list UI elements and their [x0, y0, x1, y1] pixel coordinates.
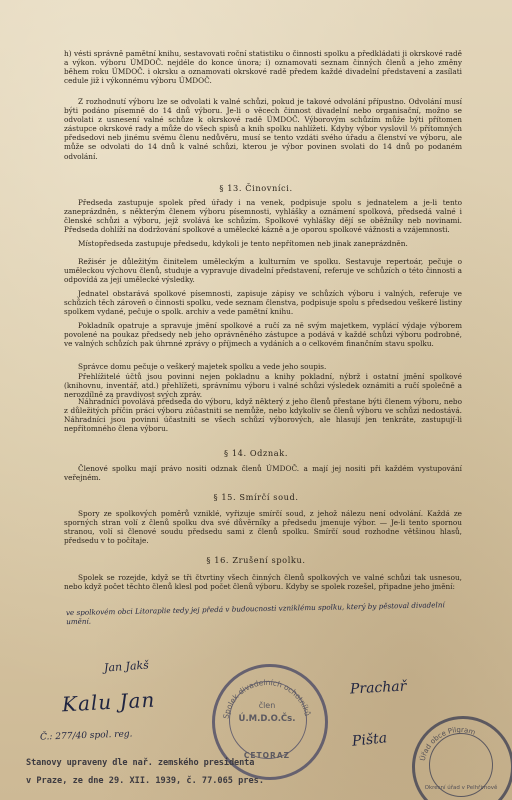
paragraph-mistopredseda: Místopředseda zastupuje předsedu, kdykoli je tento nepřítomen neb jinak zaneprázdněn. — [78, 239, 408, 248]
paragraph-jednatel: Jednatel obstarává spolkové písemnosti, zapisuje zápisy ve schůzích výboru i valných, referuje ve schůzích těch zároveň o činnosti spolku, vede seznam členstva, podpisuje spolu s předsedou veškeré listiny spolkem vydané, pečuje o spolk. archiv a vede pamětní knihu. — [64, 289, 462, 317]
round-stamp-right — [412, 716, 512, 800]
signature-left-main: Kalu Jan — [61, 687, 156, 717]
stamp-left-inner-bottom: CETORAZ — [243, 751, 291, 760]
paragraph-duties-h-i: h) vésti správně pamětní knihu, sestavovati roční statistiku o činnosti spolku a předkládati ji okrskové radě a výkon. výboru ÚMDOČ. nejdéle do konce února; i) oznamovati seznam činných členů a jeho změny během roku ÚMDOČ. i okrsku a oznamovati okrskové radě předem každé divadelní představení a zasílati cedule již i výkonnému výboru ÚMDOČ. — [64, 49, 462, 86]
paragraph-reziser: Režisér je důležitým činitelem uměleckým a kulturním ve spolku. Sestavuje repertoár, pečuje o uměleckou výchovu členů, studuje a vypravuje divadelní představení, referuje ve schůzích o této činnosti a odpovídá za její umělecké výsledky. — [64, 257, 462, 285]
stamp-right-bottom: Okresní úřad v Pelhřimově — [424, 785, 498, 791]
paragraph-odznak: Členové spolku mají právo nositi odznak členů ÚMDOČ. a mají jej nositi při každém vystupování veřejném. — [64, 464, 462, 483]
stamp-left-inner-top: člen — [258, 701, 276, 710]
stamp-right-ring-label: Úřad obce Pilgram — [418, 725, 477, 762]
paragraph-spravce-domu: Správce domu pečuje o veškerý majetek spolku a vede jeho soupis. — [78, 362, 327, 371]
paragraph-predseda: Předseda zastupuje spolek před úřady i na venek, podpisuje spolu s jednatelem a je-li tento zaneprázdněn, s některým členem výboru písemnosti, vyhlášky a oznámení spolková, předsedá valné i členské schůzi a výboru, jejž svolává ke schůzím. Spolkové vyhlášky dějí se oběžníky neb novinami. Předseda dohlíží na dodržování spolkové a umělecké kázně a je oporou spolkové vážnosti a vzájemnosti. — [64, 198, 462, 235]
paragraph-smirci-soud: Spory ze spolkových poměrů vzniklé, vyřizuje smírčí soud, z jehož nálezu není odvolání. Každá ze sporných stran volí z členů spolku dva své důvěrníky a předsedu jmenuje výbor. — Je-li tento spornou stranou, volí si členové soudu předsedu sami z členů spolku. Smírčí soud rozhodne většinou hlasů, předsedu v to počítaje. — [64, 509, 462, 546]
footer-typed-line-2: v Praze, ze dne 29. XII. 1939, č. 77.065 pres. — [26, 776, 264, 786]
stamp-left-inner-mid: Ú.M.D.O.Čs. — [238, 714, 296, 724]
section-heading-14: § 14. Odznak. — [223, 448, 289, 458]
signature-left-top: Jan Jakš — [103, 658, 150, 675]
stamp-left-ring-label: Spolek divadelních ochotníků — [221, 677, 313, 720]
signature-right: Prachař — [349, 678, 407, 698]
footer-typed-line-1: Stanovy upraveny dle nař. zemského presidenta — [26, 758, 255, 768]
reference-number: Č.: 277/40 spol. reg. — [39, 729, 133, 743]
signature-right-lower: Pišta — [351, 730, 388, 750]
section-heading-15: § 15. Smírčí soud. — [213, 492, 299, 502]
paragraph-pokladnik: Pokladník opatruje a spravuje jmění spolkové a ručí za ně svým majetkem, vyplácí výdaje výborem povolené na poukaz předsedy neb jeho oprávněného zástupce a podává v každé schůzi výboru podrobné, ve valných schůzích pak úhrnné zprávy o příjmech a vydáních a o celkovém finančním stavu spolku. — [64, 321, 462, 349]
paragraph-appeal: Z rozhodnutí výboru lze se odvolati k valné schůzi, pokud je takové odvolání přípustno. Odvolání musí býti podáno písemně do 14 dnů výboru. Je-li o věcech činnost divadelní nebo organisační, možno se odvolati z usnesení valné schůze k okrskové radě ÚMDOČ. Výborovým schůzím může býti přítomen zástupce okrskové rady a může do všech spisů a knih spolku nahlížeti. Kdyby výbor vyslovil ⅓ přítomných předsedovi neb jinému svému členu nedůvěru, musí se tento vzdáti svého úřadu a členství ve výboru, ale může se odvolati do 14 dnů k valné schůzi, kterou je výbor povinen svolati do 14 dnů po podaném odvolání. — [64, 97, 462, 161]
paragraph-prehlizitele: Přehlížitelé účtů jsou povinni nejen pokladnu a knihy pokladní, nýbrž i ostatní jmění spolkové (knihovnu, inventář, atd.) přehlížeti, správnímu výboru i valné schůzi výsledek oznámiti a ručí společně a nerozdílně za pravdivost svých zpráv. — [64, 372, 462, 400]
handwritten-dissolution-clause: ve spolkovém obci Litoraplie tedy jej předá v budoucnosti vzniklému spolku, který by pěstoval divadelní umění. — [65, 600, 445, 627]
paragraph-nahradnici: Náhradníci povolává předseda do výboru, když některý z jeho členů přestane býti členem výboru, nebo z důležitých příčin práci výboru zúčastniti se nemůže, nebo kdykoliv se členů výboru ve schůzi nedostává. Náhradníci jsou povinni účastniti se všech schůzí výborových, ale hlasují jen tenkráte, zastupují-li nepřítomného člena výboru. — [64, 397, 462, 434]
section-heading-13: § 13. Činovníci. — [219, 183, 293, 193]
section-heading-16: § 16. Zrušení spolku. — [206, 555, 306, 565]
paragraph-zruseni: Spolek se rozejde, když se tři čtvrtiny všech činných členů spolkových ve valné schůzi tak usnesou, nebo když počet těchto členů klesl pod počet členů výboru. Kdyby se spolek rozešel, připadne jeho jmění: — [64, 573, 462, 592]
svg-text:Úřad obce Pilgram — [418, 726, 477, 762]
